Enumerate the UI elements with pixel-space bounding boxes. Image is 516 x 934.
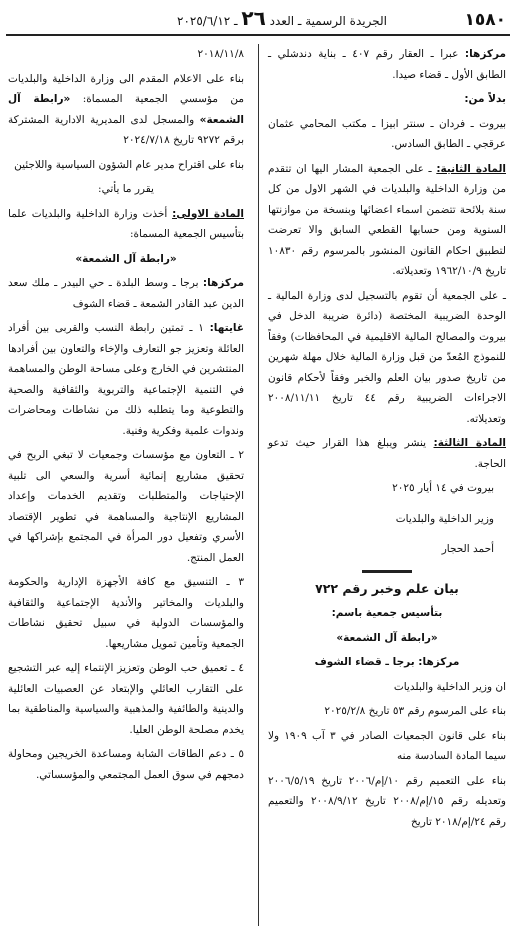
paragraph	[8, 273, 244, 314]
text: ينشر ويبلغ هذا القرار حيث تدعو الحاجة.	[268, 437, 506, 470]
text: بناء على الاعلام المقدم الى وزارة الداخلية والبلديات من مؤسسي الجمعية المسماة:	[8, 72, 244, 105]
article-1-label: المادة الاولى:	[172, 207, 244, 220]
paragraph: بناء على التعميم رقم ١٠/إم/٢٠٠٦ تاريخ ٢٠٠٦/٥/١٩ وتعديله رقم ١٥/إم/٢٠٠٨ تاريخ ٢٠٠٨/٩/١٢ والتعميم رقم ٢٤/إم/٢٠١٨ تاريخ	[268, 774, 506, 828]
label-goals: غايتها:	[209, 322, 245, 334]
paragraph: بيروت ـ فردان ـ سنتر ابيزا ـ مكتب المحامي عثمان عرقجي ـ الطابق السادس.	[268, 117, 506, 150]
issue-number: ٢٦	[241, 6, 266, 30]
paragraph	[268, 89, 506, 110]
page-header	[8, 6, 506, 32]
text: والمسجل لدى المديرية الادارية المشتركة برقم ٩٢٧٢ تاريخ ٢٠٢٤/٧/١٨	[8, 113, 244, 146]
text: ١ ـ تمتين رابطة النسب والقربى بين أفراد العائلة وتعزيز جو التعارف والإخاء والتعاون بين أفرادها المنتشرين في الخارج وعلى مساحة الوطن والمساهمة في التنمية الإجتماعية والتربوية والثقافية والصحية والتطوعية وما يتطلبه ذلك من نشاطات ومحاضرات وندوات علمية وفكرية وفنية.	[8, 322, 244, 437]
paragraph: ـ على الجمعية أن تقوم بالتسجيل لدى وزارة المالية ـ الوحدة الضريبية المختصة (دائرة ضريبة الدخل في بيروت والمصالح المالية الاقليمية في المحافظات) وفقاً للنموذج المُعدّ من قبل وزارة المالية خلال مهلة شهرين من تاريخ صدور بيان العلم والخبر وفقاً لأحكام قانون الاجراءات الضريبية رقم ٤٤ تاريخ ٢٠٠٨/١١/١١ وتعديلاته.	[268, 289, 506, 425]
text: أخذت وزارة الداخلية والبلديات علما بتأسيس الجمعية المسماة:	[8, 207, 244, 240]
text: برجا ـ وسط البلدة ـ حي البيدر ـ ملك سعد الدين عبد القادر الشمعة ـ قضاء الشوف	[8, 277, 244, 310]
signature-title: وزير الداخلية والبلديات	[395, 512, 494, 525]
label-hq: مركزها:	[464, 48, 506, 60]
paragraph	[268, 44, 506, 85]
right-column	[268, 44, 506, 836]
label-instead: بدلاً من:	[464, 93, 506, 105]
paragraph: بناء على المرسوم رقم ٥٣ تاريخ ٢٠٢٥/٢/٨	[324, 705, 506, 717]
notice-hq: مركزها: برجا ـ قضاء الشوف	[314, 656, 460, 668]
signature-name: أحمد الحجار	[441, 543, 494, 555]
gazette-title: الجريدة الرسمية ـ العدد	[269, 14, 387, 28]
article-3-label: المادة الثالثة:	[433, 437, 506, 449]
article-2-label: المادة الثانية:	[436, 162, 506, 175]
article-1	[8, 204, 244, 245]
column-divider	[258, 44, 259, 926]
paragraph: ان وزير الداخلية والبلديات	[393, 680, 506, 693]
article-2	[268, 159, 506, 282]
header-title	[128, 6, 436, 30]
issue-date: ـ ٢٠٢٥/٦/١٢	[177, 14, 238, 28]
paragraph	[8, 69, 244, 151]
paragraph: ٢٠١٨/١١/٨	[197, 48, 244, 60]
text: ـ على الجمعية المشار اليها ان تتقدم من وزارة الداخلية والبلديات في الشهر الاول من كل سنة بلائحة تتضمن اسماء اعضائها وبنسخة من موازنتها السنوية ومن حسابها القطعي السابق والا تعرضت لتطبيق احكام القانون المنشور بالمرسوم رقم ١٠٨٣٠ تاريخ ١٩٦٢/١٠/٩ وتعديلاته.	[268, 162, 506, 277]
label-hq: مركزها:	[202, 277, 244, 289]
goal-3: ٣ ـ التنسيق مع كافة الأجهزة الإدارية والحكومة والبلديات والمخاتير والأندية الإجتماعية والثقافية والمؤسسات الدولية في سبيل تحقيق نشاطات الجمعية وتأمين تمويل مشاريعها.	[8, 576, 244, 650]
paragraph: بناء على قانون الجمعيات الصادر في ٣ آب ١٩٠٩ ولا سيما المادة السادسة منه	[268, 729, 506, 762]
separator	[362, 570, 412, 573]
text: عبرا ـ العقار رقم ٤٠٧ ـ بناية دندشلي ـ الطابق الأول ـ قضاء صيدا.	[268, 48, 506, 81]
paragraph: بناء على اقتراح مدير عام الشؤون السياسية واللاجئين	[14, 158, 244, 171]
association-name: «رابطة آل الشمعة»	[8, 93, 244, 126]
association-name: «رابطة آل الشمعة»	[75, 252, 177, 265]
notice-subtitle: بتأسيس جمعية باسم:	[331, 607, 443, 619]
signature-block	[268, 478, 506, 560]
goal-5: ٥ ـ دعم الطاقات الشابة ومساعدة الخريجين ومحاولة دمجهم في سوق العمل المجتمعي والمؤسساتي.	[8, 748, 244, 781]
page-number: ١٥٨٠	[464, 10, 506, 30]
decision-heading: يقرر ما يأتي:	[98, 183, 154, 195]
left-column	[8, 44, 244, 789]
notice-association-name: «رابطة آل الشمعة»	[336, 631, 438, 644]
goal-2: ٢ ـ التعاون مع مؤسسات وجمعيات لا تبغي الربح في تحقيق مشاريع إنمائية أسرية والسعي الى تلبية الإحتياجات والمتطلبات وتقديم الخدمات وإعداد المشاريع الإنتاجية والمساهمة في تطوير الإقتصاد الأسري وتفعيل دور المرأة في المجتمع بإشراكها في العمل المنتج.	[8, 449, 244, 564]
header-rule	[6, 34, 510, 36]
goal-4: ٤ ـ تعميق حب الوطن وتعزيز الإنتماء إليه عبر التشجيع على التقارب العائلي والإبتعاد عن العصبيات العائلية والدينية والطائفية والمذهبية والسياسية والمناطقية بما يخدم مصلحة الوطن العليا.	[8, 662, 244, 736]
notice-title: بيان علم وخبر رقم ٧٢٢	[315, 580, 459, 596]
goal-1	[8, 318, 244, 441]
signature-date: بيروت في ١٤ أيار ٢٠٢٥	[392, 482, 494, 494]
article-3	[268, 433, 506, 474]
